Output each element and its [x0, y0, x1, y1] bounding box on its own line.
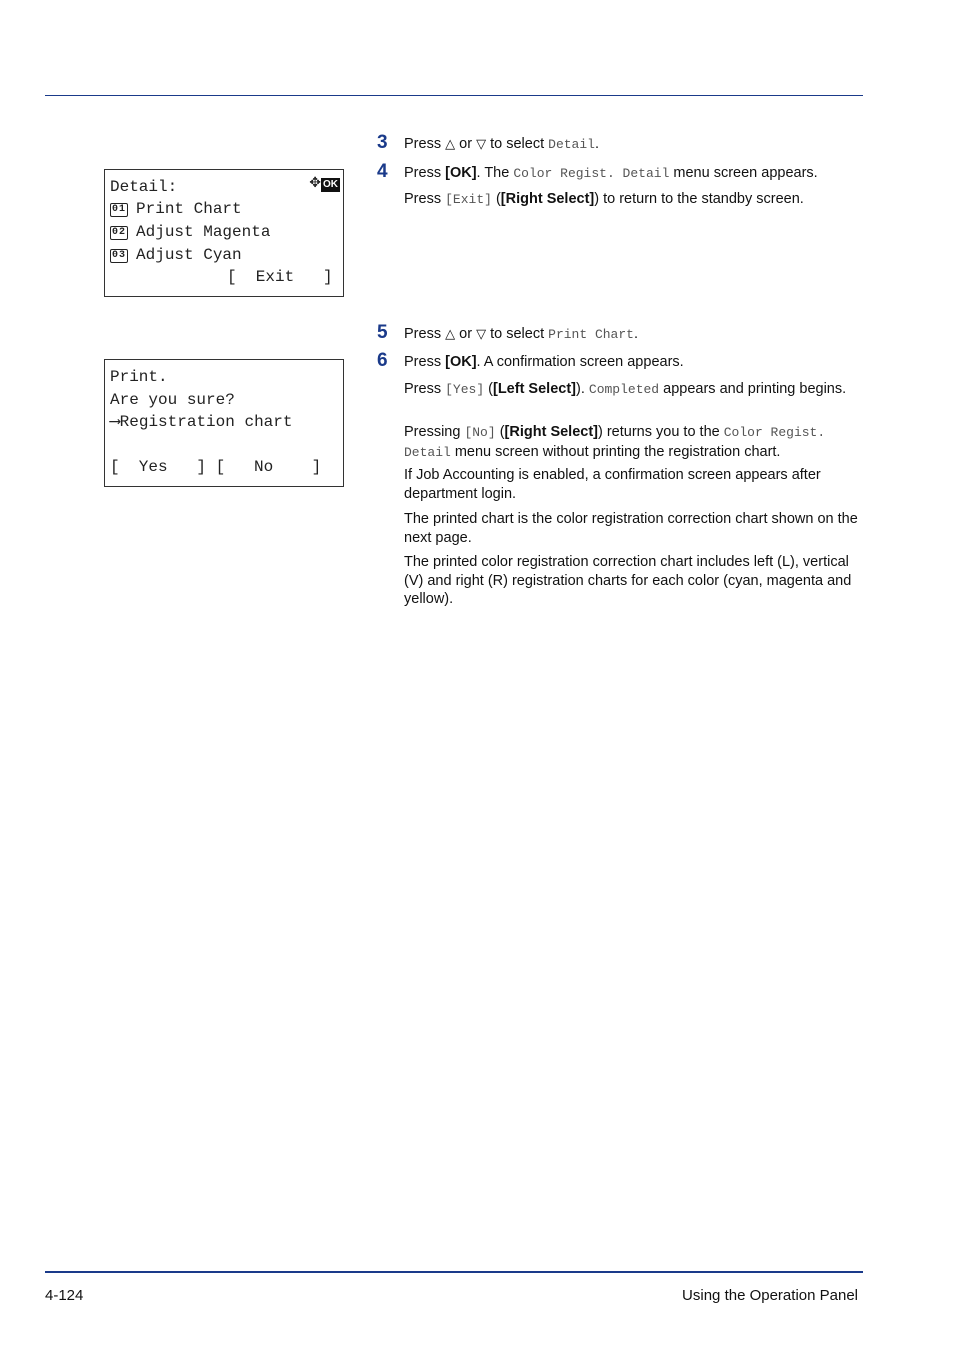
- exit-softkey: [ Exit ]: [227, 268, 333, 286]
- section-title: Using the Operation Panel: [682, 1287, 858, 1304]
- step-6-job-accounting-note: If Job Accounting is enabled, a confirmation screen appears after department login.: [404, 467, 821, 502]
- page-number: 4-124: [45, 1287, 84, 1304]
- item-number-badge: 02: [112, 227, 127, 238]
- screen-line-registration: [110, 412, 292, 432]
- step-6-no-note: Pressing [No] ([Right Select]) returns you to the Color Regist. Detail menu screen without printing the registration chart.: [404, 424, 826, 460]
- lcd-detail-screen: [104, 169, 344, 297]
- footer-rule: [45, 1271, 863, 1273]
- menu-item-label: Adjust Magenta: [136, 223, 271, 241]
- down-triangle-icon: ▽: [476, 137, 487, 152]
- step-number: 5: [377, 322, 388, 343]
- yes-no-softkeys: [ Yes ] [ No ]: [110, 458, 322, 476]
- step-6-yes-note: Press [Yes] ([Left Select]). Completed appears and printing begins.: [404, 381, 847, 397]
- item-number-badge: 01: [112, 204, 127, 215]
- step-4-note: Press [Exit] ([Right Select]) to return to the standby screen.: [404, 191, 804, 207]
- arrow-right-icon: ⟶: [110, 413, 120, 431]
- step-5-text: Press △ or ▽ to select Print Chart.: [404, 326, 638, 342]
- screen-title: Detail:: [110, 178, 178, 196]
- step-number: 6: [377, 350, 388, 371]
- up-triangle-icon: △: [445, 327, 456, 342]
- menu-item-adjust-cyan: [110, 245, 242, 265]
- up-triangle-icon: △: [445, 137, 456, 152]
- lcd-confirm-screen: [104, 359, 344, 487]
- screen-line-question: Are you sure?: [110, 391, 235, 409]
- step-number: 4: [377, 161, 388, 182]
- step-4-text: Press [OK]. The Color Regist. Detail menu screen appears.: [404, 165, 818, 181]
- menu-item-print-chart: [110, 199, 242, 219]
- menu-item-label: Adjust Cyan: [136, 246, 242, 264]
- step-6-text: Press [OK]. A confirmation screen appears.: [404, 354, 684, 370]
- step-number: 3: [377, 132, 388, 153]
- four-way-arrow-icon: ✥: [309, 175, 321, 191]
- menu-item-adjust-magenta: [110, 222, 270, 242]
- step-3-text: Press △ or ▽ to select Detail.: [404, 136, 599, 152]
- item-number-badge: 03: [112, 250, 127, 261]
- header-rule: [45, 95, 863, 96]
- ok-icon: OK: [323, 179, 338, 190]
- step-6-chart-contents-note: The printed color registration correction chart includes left (L), vertical (V) and right (R) registration charts for each color (cyan, magenta and yellow).: [404, 554, 852, 607]
- registration-chart-label: Registration chart: [119, 413, 293, 431]
- step-6-chart-note: The printed chart is the color registration correction chart shown on the next page.: [404, 511, 858, 546]
- menu-item-label: Print Chart: [136, 200, 242, 218]
- screen-line-print: Print.: [110, 368, 168, 386]
- down-triangle-icon: ▽: [476, 327, 487, 342]
